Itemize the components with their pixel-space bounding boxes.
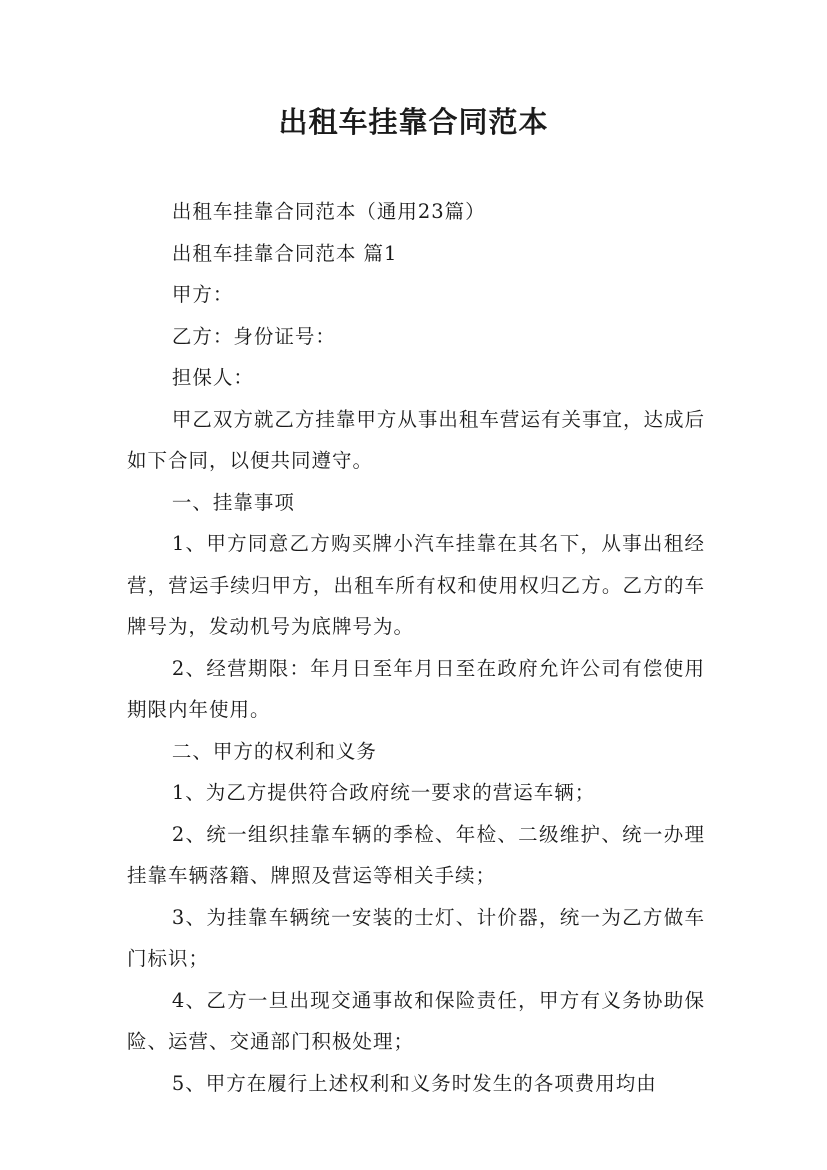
paragraph-party-b: 乙方：身份证号：: [171, 324, 336, 348]
paragraph-item: 1、为乙方提供符合政府统一要求的营运车辆；: [171, 781, 596, 804]
paragraph-item: 5、甲方在履行上述权利和义务时发生的各项费用均由: [171, 1071, 657, 1095]
paragraph-subtitle: 出租车挂靠合同范本（通用23篇）: [171, 200, 486, 223]
paragraph-party-a: 甲方：: [171, 283, 234, 306]
paragraph-heading-1: 一、挂靠事项: [171, 490, 295, 514]
paragraph-preamble: 甲乙双方就乙方挂靠甲方从事出租车营运有关事宜，达成后如下合同，以便共同遵守。: [127, 407, 705, 472]
paragraph-item: 3、为挂靠车辆统一安装的士灯、计价器，统一为乙方做车门标识；: [127, 905, 705, 970]
paragraph-heading-2: 二、甲方的权利和义务: [171, 739, 377, 763]
paragraph-item: 1、甲方同意乙方购买牌小汽车挂靠在其名下，从事出租经营，营运手续归甲方，出租车所有权和使用权归乙方。乙方的车牌号为，发动机号为底牌号为。: [127, 532, 705, 638]
paragraph-item: 4、乙方一旦出现交通事故和保险责任，甲方有义务协助保险、运营、交通部门积极处理；: [127, 988, 705, 1053]
document-title: 出租车挂靠合同范本: [278, 105, 549, 139]
paragraph-section-heading: 出租车挂靠合同范本 篇1: [171, 241, 398, 265]
paragraph-item: 2、经营期限：年月日至年月日至在政府允许公司有偿使用期限内年使用。: [127, 656, 705, 721]
paragraph-item: 2、统一组织挂靠车辆的季检、年检、二级维护、统一办理挂靠车辆落籍、牌照及营运等相关手续；: [127, 822, 705, 887]
document-body: [127, 191, 705, 1104]
paragraph-guarantor: 担保人：: [171, 366, 254, 389]
